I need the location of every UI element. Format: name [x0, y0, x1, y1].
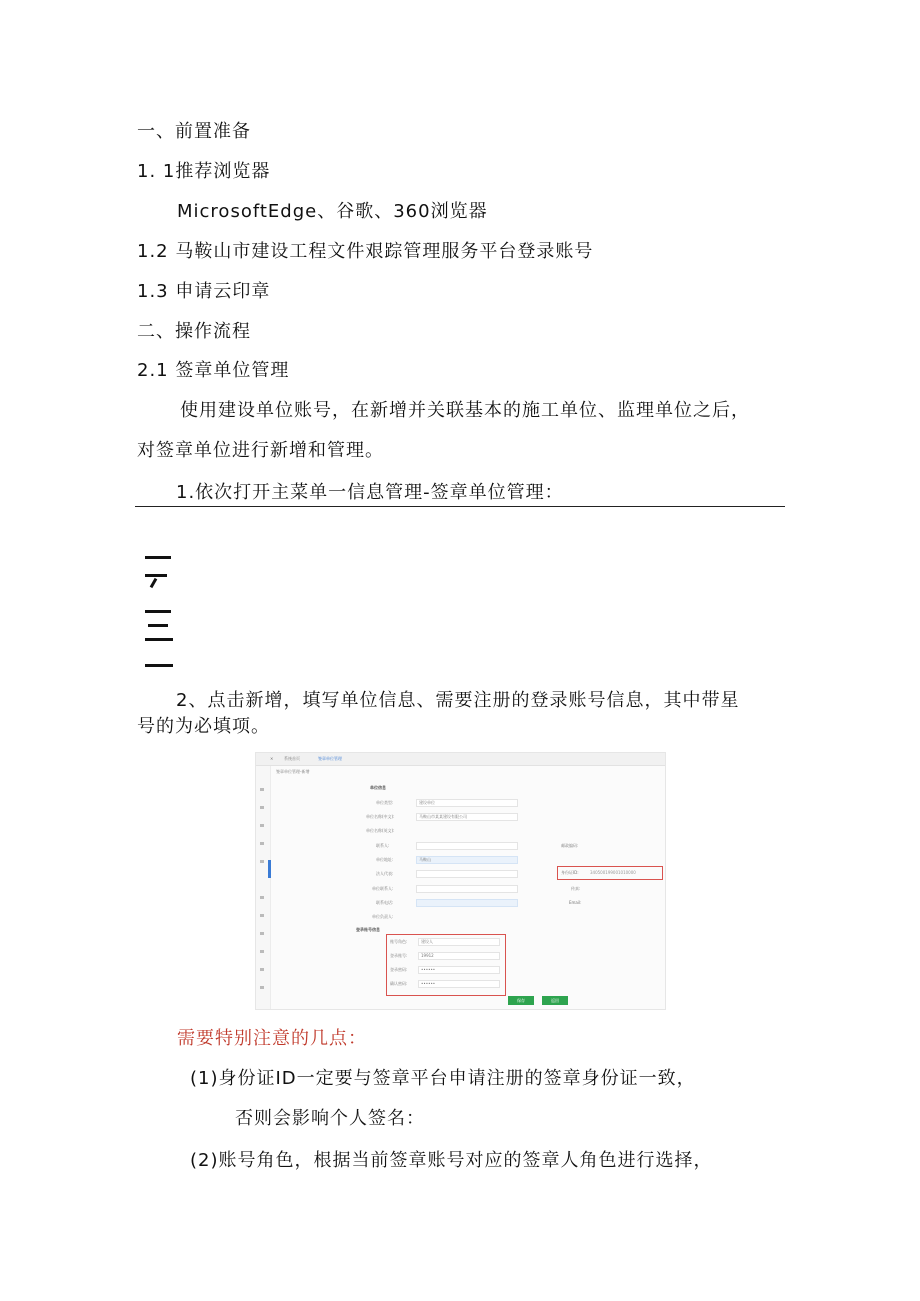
label-unit-other: 单位名称(英文):: [366, 828, 395, 833]
contact-person-input[interactable]: [416, 885, 518, 893]
label-zip: 邮政编码:: [561, 843, 579, 848]
form-screenshot: [255, 752, 666, 1010]
sidebar: [256, 766, 271, 1009]
unit-type-select[interactable]: 建设单位: [416, 799, 518, 807]
save-button[interactable]: 保存: [508, 996, 534, 1005]
section-cloud-seal: 1.3 申请云印章: [137, 281, 271, 302]
label-unit-address: 单位地址:: [376, 857, 394, 862]
paragraph-line-1: 使用建设单位账号，在新增并关联基本的施工单位、监理单位之后，: [180, 400, 750, 421]
label-confirm-password: 确认密码:: [390, 981, 408, 986]
label-role: 账号角色:: [390, 939, 408, 944]
password-input[interactable]: ••••••: [418, 966, 500, 974]
section-account-info: 登录账号信息: [356, 927, 380, 932]
section-login-account: 1.2 马鞍山市建设工程文件艰踪管理服务平台登录账号: [137, 241, 594, 262]
label-unit-owner: 单位负责人:: [372, 914, 394, 919]
note-1-line-1: (1)身份证ID一定要与签章平台申请注册的签章身份证一致，: [190, 1068, 696, 1089]
section-seal-unit: 2.1 签章单位管理: [137, 360, 290, 381]
tab-seal-unit[interactable]: 签章单位管理: [318, 756, 342, 761]
breadcrumb: 签章单位管理-新增: [276, 769, 310, 774]
heading-preparation: 一、前置准备: [137, 121, 251, 142]
role-select[interactable]: 建设人: [418, 938, 500, 946]
label-legal: 法人代表:: [376, 871, 394, 876]
label-contact: 联系人:: [376, 843, 390, 848]
sidebar-active-indicator: [268, 860, 271, 878]
browser-list: MicrosoftEdge、谷歌、360浏览器: [177, 201, 488, 222]
tab-bar: ✕ 系统首页 签章单位管理: [256, 753, 665, 766]
horizontal-rule: [135, 506, 785, 507]
label-account: 登录账号:: [390, 953, 408, 958]
label-contact-phone: 联系电话:: [376, 900, 394, 905]
notice-heading: 需要特别注意的几点：: [177, 1028, 367, 1049]
unit-name-input[interactable]: 马鞍山市某某建设有限公司: [416, 813, 518, 821]
label-password: 登录密码:: [390, 967, 408, 972]
step-1: 1.依次打开主菜单一信息管理-签章单位管理：: [176, 482, 564, 503]
label-fax: 传真:: [571, 886, 581, 891]
heading-operation: 二、操作流程: [137, 321, 251, 342]
confirm-password-input[interactable]: ••••••: [418, 980, 500, 988]
unit-address-input[interactable]: 马鞍山: [416, 856, 518, 864]
section-browser: 1. 1推荐浏览器: [137, 161, 271, 182]
contact-phone-input[interactable]: [416, 899, 518, 907]
label-unit-type: 单位类型:: [376, 800, 394, 805]
step-2-line-2: 号的为必填项。: [137, 716, 270, 737]
back-button[interactable]: 返回: [542, 996, 568, 1005]
tab-home[interactable]: 系统首页: [284, 756, 300, 761]
highlight-id-field: 身份证ID: 340500199001010000: [557, 866, 663, 880]
paragraph-line-2: 对签章单位进行新增和管理。: [137, 440, 384, 461]
account-input[interactable]: 19912: [418, 952, 500, 960]
label-unit-name: 单位名称(中文):: [366, 814, 395, 819]
label-contact-person: 单位联系人:: [372, 886, 394, 891]
step-2-line-1: 2、点击新增，填写单位信息、需要注册的登录账号信息，其中带星: [176, 690, 740, 711]
section-unit-info: 单位信息: [370, 785, 386, 790]
note-1-line-2: 否则会影响个人签名：: [235, 1108, 425, 1129]
label-email: Email:: [569, 900, 582, 905]
contact-input[interactable]: [416, 842, 518, 850]
legal-input[interactable]: [416, 870, 518, 878]
note-2: (2)账号角色，根据当前签章账号对应的签章人角色进行选择，: [190, 1150, 713, 1171]
id-value[interactable]: 340500199001010000: [590, 870, 636, 875]
